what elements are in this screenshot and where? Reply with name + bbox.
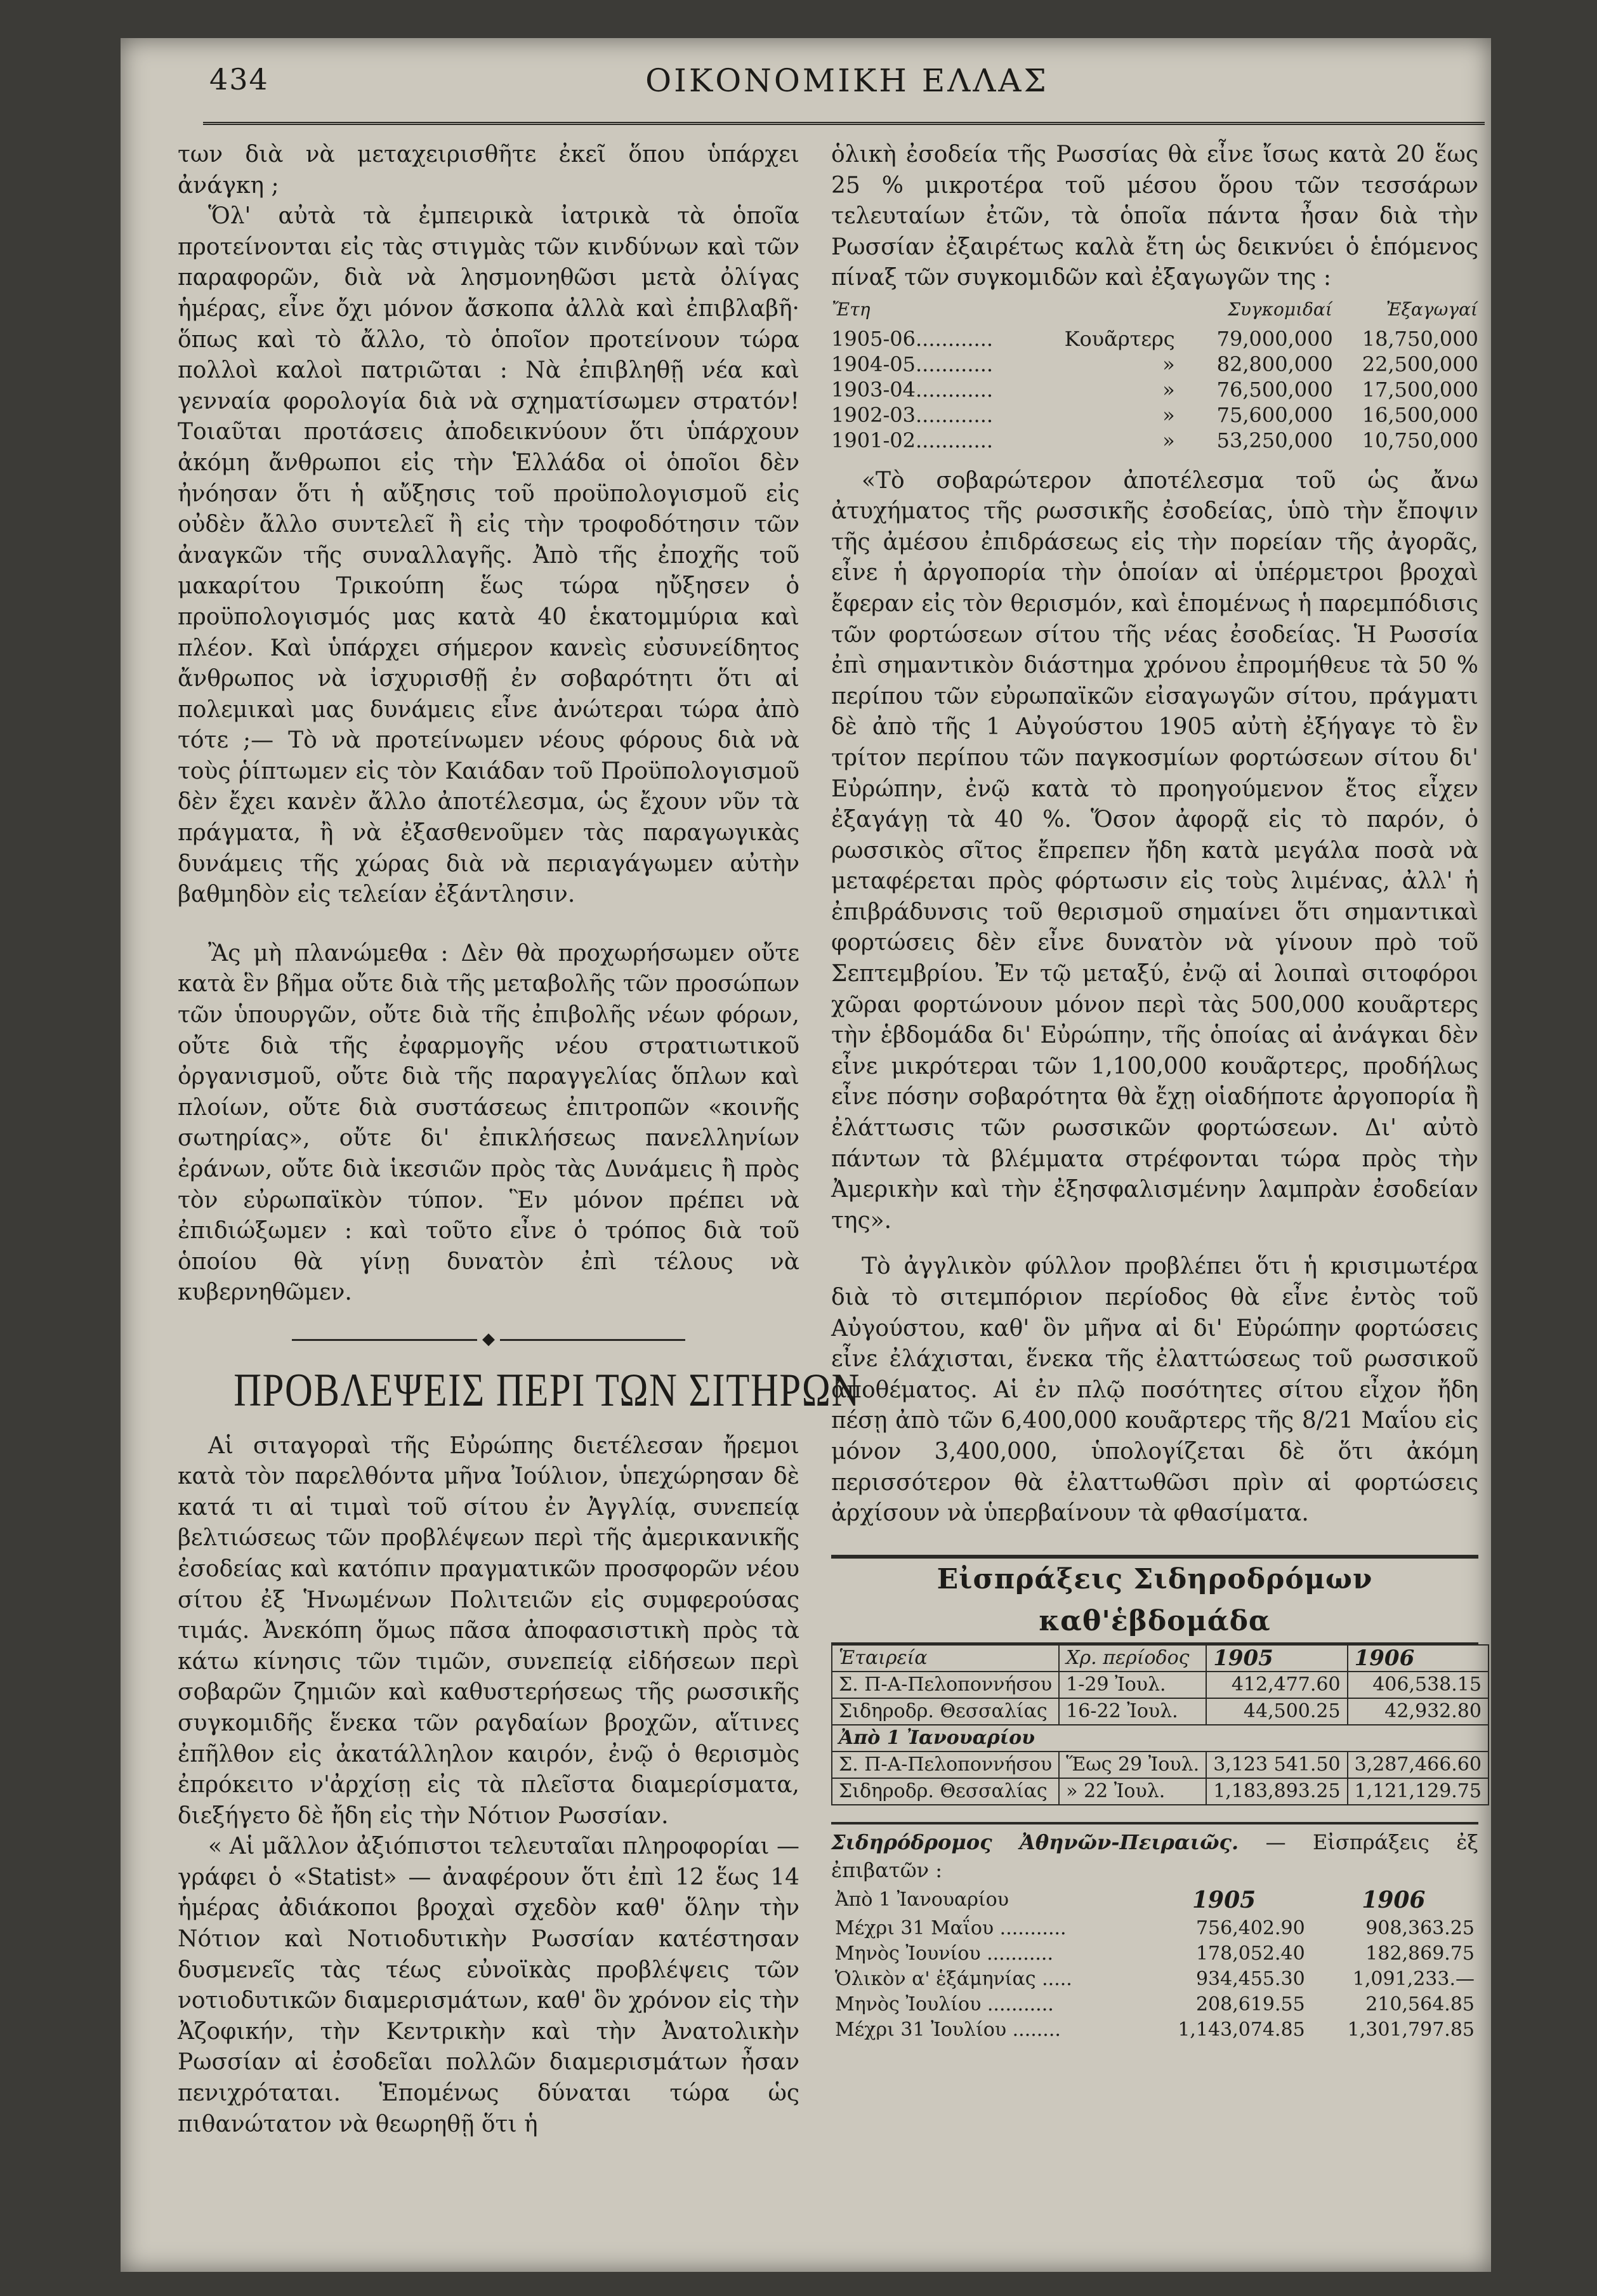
table-subheading-row <box>832 1725 1489 1752</box>
page-number: 434 <box>209 62 269 96</box>
harvest-export-table <box>831 294 1478 453</box>
table-row <box>831 326 1478 352</box>
paragraph: Ἂς μὴ πλανώμεθα : Δὲν θὰ προχωρήσωμεν οὔτε κατὰ ἓν βῆμα οὔτε διὰ τῆς μεταβολῆς τῶν προσώπων τῶν ὑπουργῶν, οὔτε διὰ τῆς ἐπιβολῆς νέων φόρων, οὔτε διὰ τῆς ἐφαρμογῆς νέου στρατιωτικοῦ ὀργανισμοῦ, οὔτε διὰ τῆς παραγγελίας ὅπλων καὶ πλοίων, οὔτε διὰ συστάσεως ἐπιτροπῶν «κοινῆς σωτηρίας», οὔτε δι' ἐπικλήσεως πανελληνίων ἐράνων, οὔτε διὰ ἱκεσιῶν πρὸς τὰς Δυνάμεις ἢ πρὸς τὸν εὐρωπαϊκὸν τύπον. Ἓν μόνον πρέπει νὰ ἐπιδιώξωμεν : καὶ τοῦτο εἶνε ὁ τρόπος διὰ τοῦ ὁποίου θὰ γίνῃ δυνατὸν ἐπὶ τέλους νὰ κυβερνηθῶμεν. <box>178 940 799 1306</box>
label-cell: Μέχρι 31 Μαΐου ........... <box>835 1917 1067 1940</box>
value-1905-cell: 1,143,074.85 <box>1178 2019 1305 2042</box>
column-header: Ἀπὸ 1 Ἰανουαρίου <box>835 1889 1009 1911</box>
export-cell: 16,500,000 <box>1362 402 1478 427</box>
year-cell: 1905-06............ <box>831 326 994 351</box>
rail-receipts-table <box>831 1644 1489 1805</box>
paragraph: Ὅλ' αὐτὰ τὰ ἐμπειρικὰ ἰατρικὰ τὰ ὁποῖα προτείνονται εἰς τὰς στιγμὰς τῶν κινδύνων καὶ τῶν παραφορῶν, διὰ νὰ λησμονηθῶσι μετὰ ὀλίγας ἡμέρας, εἶνε ὄχι μόνον ἄσκοπα ἀλλὰ καὶ ἐπιβλαβῆ· ὅπως καὶ τὸ ἄλλο, τὸ ὁποῖον προτείνουν τώρα πολλοὶ καλοὶ πατριῶται : Νὰ ἐπιβληθῇ νέα καὶ γενναία φορολογία διὰ νὰ σχηματίσωμεν στρατόν! Τοιαῦται προτάσεις ἀποδεικνύουν ὅτι ὑπάρχουν ἀκόμη ἄνθρωποι εἰς τὴν Ἑλλάδα οἱ ὁποῖοι δὲν ἠνόησαν ὅτι ἡ αὔξησις τοῦ προϋπολογισμοῦ εἰς οὐδὲν ἄλλο συντελεῖ ἢ εἰς τὴν τροφοδότησιν τῶν ἀναγκῶν τῆς συναλλαγῆς. Ἀπὸ τῆς ἐποχῆς τοῦ μακαρίτου Τρικούπη ἕως τώρα ηὔξησεν ὁ προϋπολογισμός μας κατὰ 40 ἑκατομμύρια καὶ πλέον. Καὶ ὑπάρχει σήμερον κανεὶς εὐσυνείδητος ἄνθρωπος νὰ ἰσχυρισθῇ ἐν σοβαρότητι ὅτι αἱ πολεμικαὶ μας δυνάμεις εἶνε ἀνώτεραι τώρα ἀπὸ τότε ;— Τὸ νὰ προτείνωμεν νέους φόρους διὰ νὰ τοὺς ῥίπτωμεν εἰς τὸν Καιάδαν τοῦ Προϋπολογισμοῦ δὲν ἔχει κανὲν ἄλλο ἀποτέλεσμα, ὡς ἔχουν νῦν τὰ πράγματα, ἢ νὰ ἐξασθενοῦμεν τὰς παραγωγικὰς δυνάμεις τῆς χώρας διὰ νὰ περιαγάγωμεν αὐτὴν βαθμηδὸν εἰς τελείαν ἐξάντλησιν. <box>178 203 799 908</box>
export-cell: 17,500,000 <box>1362 377 1478 402</box>
table-row <box>831 2017 1478 2043</box>
year-cell: 1903-04............ <box>831 377 994 402</box>
table-row <box>831 1967 1478 1992</box>
value-1906-cell: 182,869.75 <box>1365 1943 1475 1965</box>
header-rule <box>203 122 1485 125</box>
value-1906-cell: 3,287,466.60 <box>1348 1752 1489 1778</box>
paragraph-gap <box>178 911 799 939</box>
paragraph: των διὰ νὰ μεταχειρισθῆτε ἐκεῖ ὅπου ὑπάρχει ἀνάγκη ; <box>178 142 799 199</box>
journal-page <box>121 38 1491 2272</box>
table-row <box>832 1672 1489 1698</box>
section-divider <box>178 1324 799 1355</box>
harvest-cell: 75,600,000 <box>1216 402 1333 427</box>
table-row <box>831 402 1478 428</box>
value-1905-cell: 412,477.60 <box>1206 1672 1347 1698</box>
rail-receipts-title: Εἰσπράξεις Σιδηροδρόμων καθ'ἑβδομάδα <box>831 1555 1478 1644</box>
label-cell: Μέχρι 31 Ἰουλίου ........ <box>835 2019 1061 2042</box>
table-row <box>831 352 1478 377</box>
value-1905-cell: 208,619.55 <box>1195 1993 1305 2016</box>
table-subheading: Ἀπὸ 1 Ἰανουαρίου <box>832 1725 1489 1752</box>
unit-cell: » <box>1162 402 1175 427</box>
value-1906-cell: 908,363.25 <box>1365 1917 1475 1940</box>
harvest-cell: 82,800,000 <box>1216 352 1333 376</box>
value-1906-cell: 1,121,129.75 <box>1348 1778 1489 1805</box>
table-row <box>832 1752 1489 1778</box>
unit-cell: » <box>1162 377 1175 402</box>
right-column <box>831 140 1482 2043</box>
value-1906-cell: 42,932.80 <box>1348 1698 1489 1725</box>
column-header: 1906 <box>1362 1886 1426 1913</box>
column-header: Ἔτη <box>832 298 871 320</box>
company-cell: Σ. Π-Α-Πελοποννήσου <box>832 1752 1059 1778</box>
athens-piraeus-title: Σιδηρόδρομος Ἀθηνῶν-Πειραιῶς. <box>831 1830 1239 1854</box>
unit-cell: » <box>1162 428 1175 452</box>
running-title: ΟΙΚΟΝΟΜΙΚΗ ΕΛΛΑΣ <box>645 62 1049 99</box>
value-1905-cell: 178,052.40 <box>1195 1943 1305 1965</box>
export-cell: 22,500,000 <box>1362 352 1478 376</box>
harvest-cell: 76,500,000 <box>1216 377 1333 402</box>
column-header: Ἐξαγωγαί <box>1386 298 1478 320</box>
label-cell: Ὁλικὸν α' ἑξάμηνίας ..... <box>835 1968 1072 1991</box>
page-header <box>209 62 1485 113</box>
table-row <box>832 1698 1489 1725</box>
company-cell: Σιδηροδρ. Θεσσαλίας <box>832 1698 1059 1725</box>
column-header: Συγκομιδαί <box>1228 298 1332 320</box>
unit-cell: » <box>1162 352 1175 376</box>
value-1905-cell: 3,123 541.50 <box>1206 1752 1347 1778</box>
divider-diamond-icon: ◆ <box>477 1329 500 1349</box>
table-row <box>831 377 1478 402</box>
paragraph: Αἱ σιταγοραὶ τῆς Εὐρώπης διετέλεσαν ἤρεμοι κατὰ τὸν παρελθόντα μῆνα Ἰούλιον, ὑπεχώρησαν δὲ κατά τι αἱ τιμαὶ τοῦ σίτου ἐν Ἀγγλίᾳ, συνεπείᾳ βελτιώσεως τῶν προβλέψεων περὶ τῆς ἀμερικανικῆς ἐσοδείας καὶ κατόπιν πραγματικῶν προσφορῶν νέου σίτου ἐξ Ἡνωμένων Πολιτειῶν εἰς συμφερούσας τιμάς. Ἀνεκόπη ὅμως πᾶσα ἀποφασιστικὴ πρὸς τὰ κάτω κίνησις τῶν τιμῶν, συνεπείᾳ εἰδήσεων περὶ σοβαρῶν ζημιῶν καὶ καθυστερήσεως τῆς ρωσσικῆς συγκομιδῆς ἕνεκα τῶν ραγδαίων βροχῶν, αἵτινες ἐπῆλθον εἰς ἀκατάλληλον καιρόν, ἐνῷ ὁ θερισμὸς ἐπρόκειτο ν'ἀρχίσῃ εἰς τὰ πλεῖστα διαμερίσματα, διεξήγετο δὲ ἤδη εἰς τὴν Νότιον Ρωσσίαν. <box>178 1432 799 1829</box>
column-header: Ἑταιρεία <box>832 1645 1059 1672</box>
year-cell: 1901-02............ <box>831 428 994 452</box>
period-cell: 16-22 Ἰουλ. <box>1059 1698 1206 1725</box>
table-row <box>832 1778 1489 1805</box>
period-cell: » 22 Ἰουλ. <box>1059 1778 1206 1805</box>
value-1905-cell: 934,455.30 <box>1195 1968 1305 1991</box>
period-cell: Ἕως 29 Ἰουλ. <box>1059 1752 1206 1778</box>
year-cell: 1902-03............ <box>831 402 994 427</box>
year-cell: 1904-05............ <box>831 352 994 376</box>
column-header <box>1034 294 1188 326</box>
value-1905-cell: 756,402.90 <box>1195 1917 1305 1940</box>
value-1906-cell: 1,301,797.85 <box>1347 2019 1475 2042</box>
period-cell: 1-29 Ἰουλ. <box>1059 1672 1206 1698</box>
export-cell: 18,750,000 <box>1362 326 1478 351</box>
column-header: 1905 <box>1206 1645 1347 1672</box>
value-1905-cell: 1,183,893.25 <box>1206 1778 1347 1805</box>
paragraph: ὁλικὴ ἐσοδεία τῆς Ρωσσίας θὰ εἶνε ἴσως κατὰ 20 ἕως 25 % μικροτέρα τοῦ μέσου ὅρου τῶν τεσσάρων τελευταίων ἐτῶν, τὰ ὁποῖα πάντα ἦσαν διὰ τὴν Ρωσσίαν ἐξαιρέτως καλὰ ἔτη ὡς δεικνύει ὁ ἑπόμενος πίναξ τῶν συγκομιδῶν καὶ ἐξαγωγῶν της : <box>831 142 1478 291</box>
value-1906-cell: 406,538.15 <box>1348 1672 1489 1698</box>
section-title: ΠΡΟΒΛΕΨΕΙΣ ΠΕΡΙ ΤΩΝ ΣΙΤΗΡΩΝ <box>233 1364 860 1416</box>
company-cell: Σ. Π-Α-Πελοποννήσου <box>832 1672 1059 1698</box>
table-row <box>831 1941 1478 1967</box>
athens-piraeus-subtitle: — Εἰσπράξεις ἐξ ἐπιβατῶν : <box>831 1830 1479 1882</box>
label-cell: Μηνὸς Ἰουνίου ........... <box>835 1943 1053 1965</box>
athens-piraeus-table <box>831 1884 1478 2043</box>
value-1906-cell: 210,564.85 <box>1365 1993 1475 2016</box>
company-cell: Σιδηροδρ. Θεσσαλίας <box>832 1778 1059 1805</box>
unit-cell: Κουᾶρτερς <box>1064 326 1175 351</box>
table-row <box>831 1916 1478 1941</box>
paragraph-gap <box>831 453 1478 466</box>
column-header: Χρ. περίοδος <box>1059 1645 1206 1672</box>
paragraph: Τὸ ἀγγλικὸν φύλλον προβλέπει ὅτι ἡ κρισιμωτέρα διὰ τὸ σιτεμπόριον περίοδος θὰ εἶνε ἐντὸς τοῦ Αὐγούστου, καθ' ὃν μῆνα αἱ δι' Εὐρώπην φορτώσεις εἶνε ἐλάχισται, ἕνεκα τῆς ἐλαττώσεως τοῦ ρωσσικοῦ ἀποθέματος. Αἱ ἐν πλῷ ποσότητες σίτου εἶχον ἤδη πέσῃ ἀπὸ τῶν 6,400,000 κουᾶρτερς τῆς 8/21 Μαΐου εἰς μόνον 3,400,000, ὑπολογίζεται δὲ ὅτι ἀκόμη περισσότερον θὰ ἐλαττωθῶσι πρὶν αἱ φορτώσεις ἀρχίσουν νὰ ὑπερβαίνουν τὰ φθασίματα. <box>831 1253 1478 1527</box>
export-cell: 10,750,000 <box>1362 428 1478 452</box>
column-header: 1906 <box>1348 1645 1489 1672</box>
value-1906-cell: 1,091,233.— <box>1352 1968 1475 1991</box>
harvest-cell: 53,250,000 <box>1216 428 1333 452</box>
paragraph: «Τὸ σοβαρώτερον ἀποτέλεσμα τοῦ ὡς ἄνω ἀτυχήματος τῆς ρωσσικῆς ἐσοδείας, ὑπὸ τὴν ἔποψιν τῆς ἀμέσου ἐπιδράσεως εἰς τὴν πορείαν τῆς ἀγορᾶς, εἶνε ἡ ἀργοπορία τὴν ὁποίαν αἱ ὑπέρμετροι βροχαὶ ἔφεραν εἰς τὸν θερισμόν, καὶ ἑπομένως ἡ παρεμπόδισις τῶν φορτώσεων σίτου τῆς νέας ἐσοδείας. Ἡ Ρωσσία ἐπὶ σημαντικὸν διάστημα χρόνου ἐπρομήθευε τὰ 50 % περίπου τῶν εὐρωπαϊκῶν εἰσαγωγῶν σίτου, πράγματι δὲ ἀπὸ τῆς 1 Αὐγούστου 1905 αὐτὴ ἐξήγαγε τὸ ἓν τρίτον περίπου τῶν παγκοσμίων φορτώσεων σίτου δι' Εὐρώπην, ἐνῷ κατὰ τὸ προηγούμενον ἔτος εἶχεν ἐξαγάγῃ τὰ 40 %. Ὅσον ἀφορᾷ εἰς τὸ παρόν, ὁ ρωσσικὸς σῖτος ἔπρεπεν ἤδη κατὰ μεγάλα ποσὰ νὰ μεταφέρεται πρὸς φόρτωσιν εἰς τοὺς λιμένας, ἀλλ' ἡ ἐπιβράδυνσις τοῦ θερισμοῦ σημαίνει ὅτι σημαντικαὶ φορτώσεις δὲν εἶνε δυνατὸν νὰ γίνουν πρὸ τοῦ Σεπτεμβρίου. Ἐν τῷ μεταξύ, ἐνῷ αἱ λοιπαὶ σιτοφόροι χῶραι φορτώνουν μόνον περὶ τὰς 500,000 κουᾶρτερς τὴν ἑβδομάδα δι' Εὐρώπην, τῆς ὁποίας αἱ ἀνάγκαι δὲν εἶνε μικρότεραι τῶν 1,100,000 κουᾶρτερς, προδήλως εἶνε πόσην σοβαρότητα θὰ ἔχῃ οἱαδήποτε ἀργοπορία ἢ ἐλάττωσις τῶν ρωσσικῶν φορτώσεων. Δι' αὐτὸ πάντων τὰ βλέμματα στρέφονται τώρα πρὸς τὴν Ἀμερικὴν καὶ τὴν ἐξησφαλισμένην λαμπρὰν ἐσοδείαν της». <box>831 467 1478 1234</box>
harvest-cell: 79,000,000 <box>1216 326 1333 351</box>
value-1905-cell: 44,500.25 <box>1206 1698 1347 1725</box>
paragraph: « Αἱ μᾶλλον ἀξιόπιστοι τελευταῖαι πληροφορίαι — γράφει ὁ «Statist» — ἀναφέρουν ὅτι ἐπὶ 12 ἕως 14 ἡμέρας ἀδιάκοποι βροχαὶ σχεδὸν καθ' ὅλην τὴν Νότιον καὶ Νοτιοδυτικὴν Ρωσσίαν κατέστησαν δυσμενεῖς τὰς τέως εὐνοϊκὰς προβλέψεις τῶν νοτιοδυτικῶν διαμερισμάτων, καθ' ὃν χρόνον εἰς τὴν Ἀζοφικήν, τὴν Κεντρικὴν καὶ τὴν Ἀνατολικὴν Ρωσσίαν αἱ ἐσοδεῖαι πολλῶν διαμερισμάτων ἦσαν πενιχρόταται. Ἑπομένως δύναται τώρα ὡς πιθανώτατον νὰ θεωρηθῇ ὅτι ἡ <box>178 1833 799 2137</box>
column-header: 1905 <box>1192 1886 1256 1913</box>
label-cell: Μηνὸς Ἰουλίου ........... <box>835 1993 1054 2016</box>
paragraph-gap <box>831 1236 1478 1251</box>
table-row <box>831 1992 1478 2017</box>
athens-piraeus-heading <box>831 1822 1478 1884</box>
table-row <box>831 428 1478 453</box>
